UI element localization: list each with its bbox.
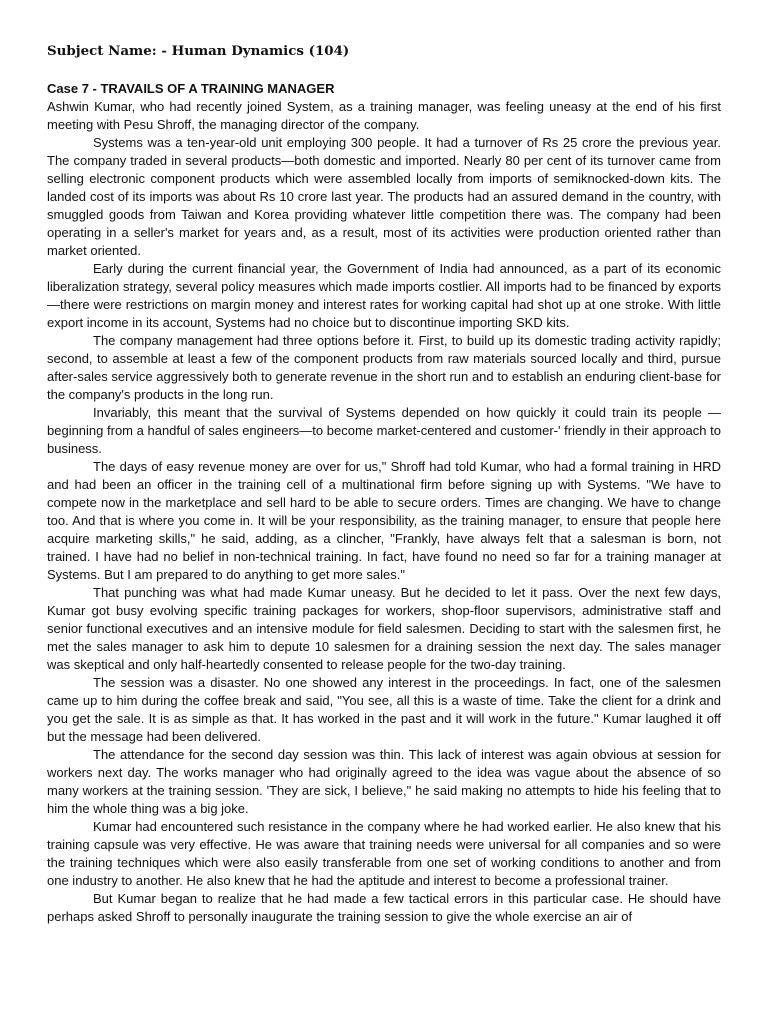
- case-title: Case 7 - TRAVAILS OF A TRAINING MANAGER: [47, 81, 335, 96]
- paragraph: The days of easy revenue money are over for us," Shroff had told Kumar, who had a formal training in HRD and had been an officer in the training cell of a multinational firm before signing up with Systems. "We have to compete now in the marketplace and sell hard to be able to secure orders. Times are changing. We have to change too. And that is where you come in. It will be your responsibility, as the training manager, to ensure that people here acquire marketing skills," he said, adding, as a clincher, "Frankly, have always felt that a salesman is born, not trained. I have had no belief in non-technical training. In fact, have found no need so far for a training manager at Systems. But I am prepared to do anything to get more sales.": [47, 459, 721, 582]
- paragraph: The company management had three options before it. First, to build up its domestic trading activity rapidly; second, to assemble at least a few of the component products from raw materials sourced locally and third, pursue after-sales service aggressively both to generate revenue in the short run and to establish an enduring client-base for the company's products in the long run.: [47, 333, 721, 402]
- paragraph: The session was a disaster. No one showed any interest in the proceedings. In fact, one of the salesmen came up to him during the coffee break and said, "You see, all this is a waste of time. Take the client for a drink and you get the sale. It is as simple as that. It has worked in the past and it will work in the future." Kumar laughed it off but the message had been delivered.: [47, 675, 721, 744]
- paragraph: Ashwin Kumar, who had recently joined System, as a training manager, was feeling uneasy at the end of his first meeting with Pesu Shroff, the managing director of the company.: [47, 99, 721, 132]
- subject-line: Subject Name: - Human Dynamics (104): [47, 43, 350, 59]
- paragraph: That punching was what had made Kumar uneasy. But he decided to let it pass. Over the next few days, Kumar got busy evolving specific training packages for workers, shop-floor supervisors, administrative staff and senior functional executives and an intensive module for field salesmen. Deciding to start with the salesmen first, he met the sales manager to ask him to depute 10 salesmen for a draining session the next day. The sales manager was skeptical and only half-heartedly consented to release people for the two-day training.: [47, 585, 721, 672]
- paragraph: The attendance for the second day session was thin. This lack of interest was again obvious at session for workers next day. The works manager who had originally agreed to the idea was vague about the absence of so many workers at the training session. 'They are sick, I believe," he said making no attempts to hide his feeling that to him the whole thing was a big joke.: [47, 747, 721, 816]
- paragraph: But Kumar began to realize that he had made a few tactical errors in this particular case. He should have perhaps asked Shroff to personally inaugurate the training session to give the whole exercise an air of: [47, 891, 721, 924]
- paragraph: Invariably, this meant that the survival of Systems depended on how quickly it could train its people —beginning from a handful of sales engineers—to become market-centered and customer-' friendly in their approach to business.: [47, 405, 721, 456]
- paragraph: Kumar had encountered such resistance in the company where he had worked earlier. He also knew that his training capsule was very effective. He was aware that training needs were universal for all companies and so were the training techniques which were also easily transferable from one set of working conditions to another and from one industry to another. He also knew that he had the aptitude and interest to become a professional trainer.: [47, 819, 721, 888]
- paragraph: Systems was a ten-year-old unit employing 300 people. It had a turnover of Rs 25 crore the previous year. The company traded in several products—both domestic and imported. Nearly 80 per cent of its turnover came from selling electronic component products which were assembled locally from imports of semiknocked-down kits. The landed cost of its imports was about Rs 10 crore last year. The products had an assured demand in the country, with smuggled goods from Taiwan and Korea providing whatever little competition there was. The company had been operating in a seller's market for years and, as a result, most of its activities were production oriented rather than market oriented.: [47, 135, 721, 258]
- paragraph: Early during the current financial year, the Government of India had announced, as a part of its economic liberalization strategy, several policy measures which made imports costlier. All imports had to be financed by exports—there were restrictions on margin money and interest rates for working capital had shot up at one stroke. With little export income in its account, Systems had no choice but to discontinue importing SKD kits.: [47, 261, 721, 330]
